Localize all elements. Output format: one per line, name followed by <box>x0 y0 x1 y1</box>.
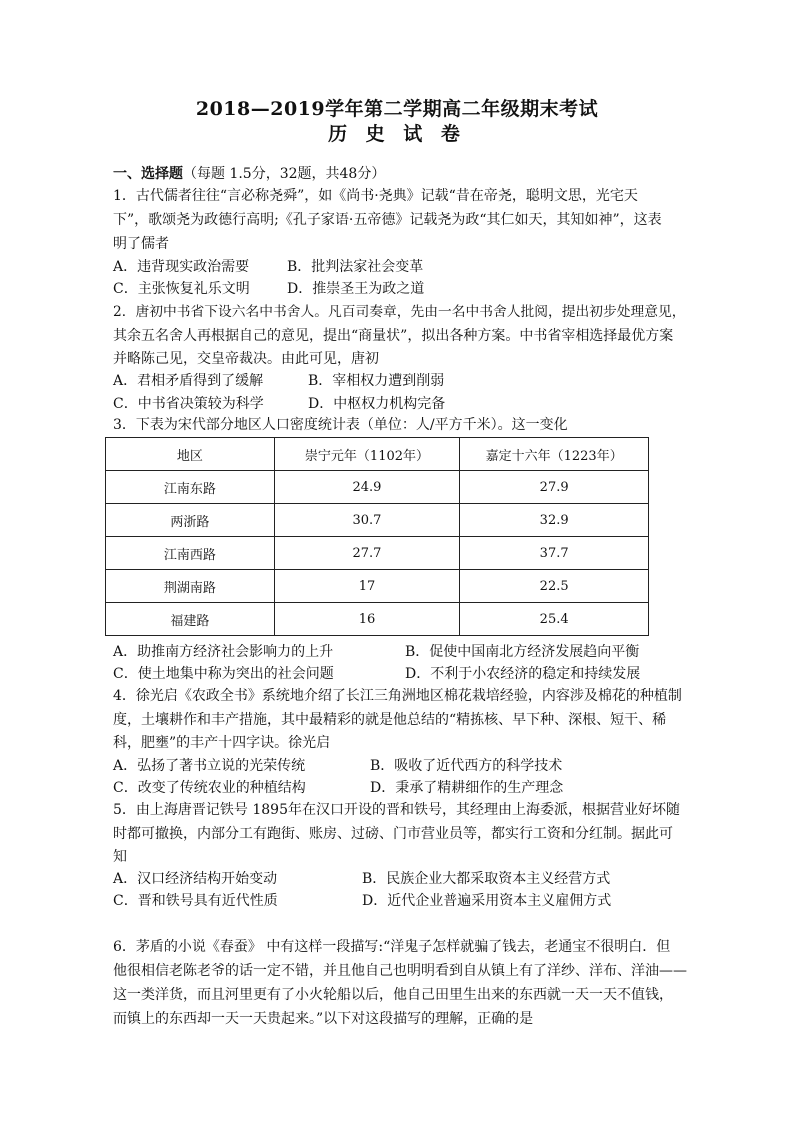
q2-option-d: D．中枢权力机构完备 <box>308 396 446 412</box>
q1-line-1: 1．古代儒者往往“言必称尧舜”，如《尚书·尧典》记载“昔在帝尧，聪明文思，光宅天 <box>113 188 638 204</box>
q6-line-1: 6．茅盾的小说《春蚕》 中有这样一段描写:“洋鬼子怎样就骗了钱去，老通宝不很明白．但 <box>113 939 671 955</box>
q4-line-1: 4．徐光启《农政全书》系统地介绍了长江三角洲地区棉花栽培经验，内容涉及棉花的种植制 <box>113 688 682 704</box>
q4-option-b: B．吸收了近代西方的科学技术 <box>370 758 563 774</box>
q1-option-a: A．违背现实政治需要 <box>113 259 250 275</box>
q4-option-c: C．改变了传统农业的种植结构 <box>113 780 306 796</box>
q1-line-2: 下”，歌颂尧为政德行高明;《孔子家语·五帝德》记载尧为政“其仁如天，其知如神”，这表 <box>113 212 662 228</box>
section-heading: 一、选择题 <box>113 166 183 182</box>
table-cell-1223: 37.7 <box>460 537 649 570</box>
q2-option-b: B．宰相权力遭到削弱 <box>308 373 445 389</box>
table-cell-region: 江南西路 <box>106 537 275 570</box>
q4-option-a: A．弘扬了著书立说的光荣传统 <box>113 758 306 774</box>
q2-line-3: 并略陈己见，交皇帝裁决。由此可见，唐初 <box>113 351 379 367</box>
table-header-region: 地区 <box>106 438 275 471</box>
q5-option-c: C．晋和铁号具有近代性质 <box>113 893 278 909</box>
table-cell-region: 福建路 <box>106 603 275 636</box>
q5-line-1: 5．由上海唐晋记铁号 1895年在汉口开设的晋和铁号，其经理由上海委派，根据营业好坏随 <box>113 802 680 818</box>
table-cell-region: 两浙路 <box>106 504 275 537</box>
q3-option-a: A．助推南方经济社会影响力的上升 <box>113 644 334 660</box>
q2-line-2: 其余五名舍人再根据自己的意见，提出“商量状”，拟出各种方案。中书省宰相选择最优方案 <box>113 328 674 344</box>
section-heading-line <box>113 163 693 185</box>
table-cell-1223: 25.4 <box>460 603 649 636</box>
q4-option-d: D．秉承了精耕细作的生产理念 <box>370 780 564 796</box>
q1-line-3: 明了儒者 <box>113 236 169 252</box>
table-cell-1102: 24.9 <box>274 471 460 504</box>
table-row <box>106 537 649 570</box>
table-cell-region: 江南东路 <box>106 471 275 504</box>
q1-option-c: C．主张恢复礼乐文明 <box>113 281 250 297</box>
table-cell-1102: 16 <box>274 603 460 636</box>
q5-option-d: D．近代企业普遍采用资本主义雇佣方式 <box>362 893 612 909</box>
q2-option-c: C．中书省决策较为科学 <box>113 396 264 412</box>
q1-option-b: B．批判法家社会变革 <box>287 259 424 275</box>
q5-option-a: A．汉口经济结构开始变动 <box>113 871 278 887</box>
table-row <box>106 603 649 636</box>
table-cell-1102: 30.7 <box>274 504 460 537</box>
q4-line-2: 度，土壤耕作和丰产措施，其中最精彩的就是他总结的“精拣核、早下种、深根、短干、稀 <box>113 712 667 728</box>
q5-option-b: B．民族企业大都采取资本主义经营方式 <box>362 871 611 887</box>
q3-option-c: C．使土地集中称为突出的社会问题 <box>113 666 334 682</box>
q1-option-d: D．推崇圣王为政之道 <box>287 281 425 297</box>
exam-title: 2018—2019学年第二学期高二年级期末考试 <box>195 98 599 120</box>
table-row <box>106 570 649 603</box>
table-cell-1223: 27.9 <box>460 471 649 504</box>
q6-line-3: 这一类洋货，而且河里更有了小火轮船以后，他自己田里生出来的东西就一天一天不值钱， <box>113 987 673 1003</box>
table-row <box>106 504 649 537</box>
q3-option-b: B．促使中国南北方经济发展趋向平衡 <box>405 644 640 660</box>
table-cell-region: 荆湖南路 <box>106 570 275 603</box>
q6-line-4: 而镇上的东西却一天一天贵起来。”以下对这段描写的理解，正确的是 <box>113 1011 534 1027</box>
exam-subject: 历 史 试 卷 <box>328 123 466 145</box>
section-note: （每题 1.5分，32题，共48分） <box>183 166 386 182</box>
q2-option-a: A．君相矛盾得到了缓解 <box>113 373 264 389</box>
table-header-1223: 嘉定十六年（1223年） <box>460 438 649 471</box>
q3-line-1: 3．下表为宋代部分地区人口密度统计表（单位：人/平方千米）。这一变化 <box>113 417 568 433</box>
table-row <box>106 471 649 504</box>
table-cell-1102: 17 <box>274 570 460 603</box>
table-cell-1102: 27.7 <box>274 537 460 570</box>
table-cell-1223: 22.5 <box>460 570 649 603</box>
q5-line-3: 知 <box>113 849 127 865</box>
q3-option-d: D．不利于小农经济的稳定和持续发展 <box>405 666 641 682</box>
table-header-1102: 崇宁元年（1102年） <box>274 438 460 471</box>
q6-line-2: 他很相信老陈老爷的话一定不错，并且他自己也明明看到自从镇上有了洋纱、洋布、洋油—— <box>113 963 687 979</box>
q5-line-2: 时都可撤换，内部分工有跑街、账房、过磅、门市营业员等，都实行工资和分红制。据此可 <box>113 826 673 842</box>
q2-line-1: 2．唐初中书省下设六名中书舍人。凡百司奏章，先由一名中书舍人批阅，提出初步处理意见， <box>113 304 686 320</box>
population-density-table <box>105 437 649 636</box>
q4-line-3: 科，肥壅”的丰产十四字诀。徐光启 <box>113 735 331 751</box>
table-cell-1223: 32.9 <box>460 504 649 537</box>
table-header-row <box>106 438 649 471</box>
